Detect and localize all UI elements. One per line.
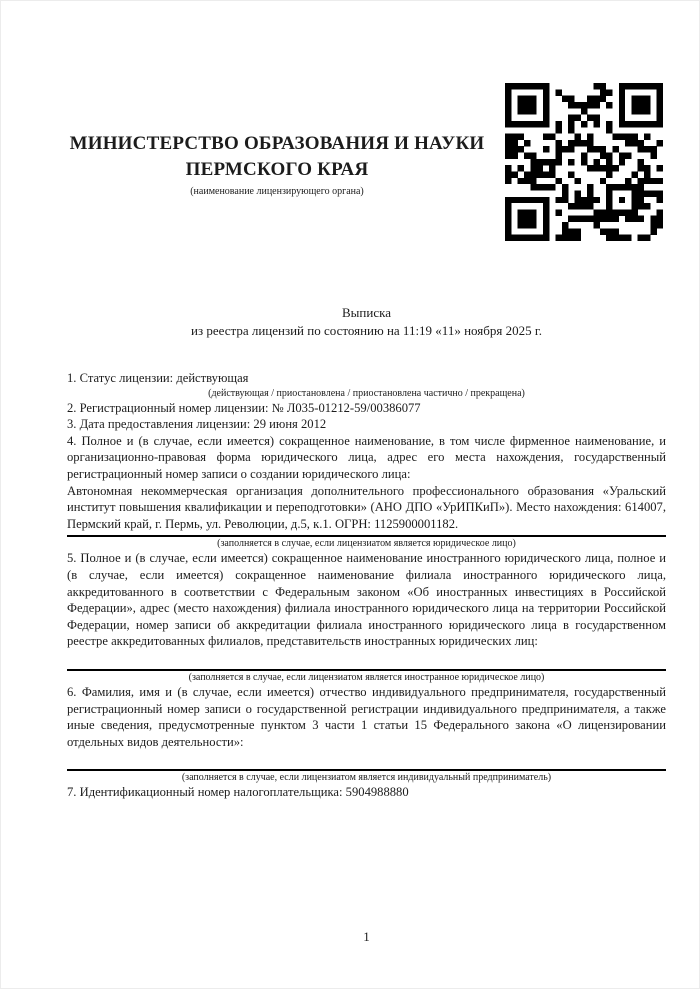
item-4-legal-entity-label: 4. Полное и (в случае, если имеется) сокращенное наименование, в том числе фирменное наименование, и организационно-правовая форма юридического лица, адрес его места нахождения, государственный регистрационный номер записи о создании юридического лица:	[67, 433, 666, 481]
item-6-individual-label: 6. Фамилия, имя и (в случае, если имеется) отчество индивидуального предпринимателя, государственный регистрационный номер записи о государственной регистрации индивидуального предпринимателя, а также иные сведения, предусмотренные пунктом 3 части 1 статьи 15 Федерального закона «О лицензировании отдельных видов деятельности»:	[67, 684, 666, 749]
document-title	[67, 304, 666, 339]
document-body	[67, 370, 666, 801]
item-6-caption: (заполняется в случае, если лицензиатом является индивидуальный предприниматель)	[181, 772, 552, 784]
item-3-grant-date: 3. Дата предоставления лицензии: 29 июня 2012	[67, 417, 327, 432]
item-7-inn: 7. Идентификационный номер налогоплательщика: 5904988880	[67, 785, 409, 800]
title-line2: из реестра лицензий по состоянию на 11:19 «11» ноября 2025 г.	[191, 322, 542, 338]
item-2-reg-number: 2. Регистрационный номер лицензии: № Л035-01212-59/00386077	[67, 400, 421, 415]
page-number: 1	[363, 929, 370, 944]
item-5-caption: (заполняется в случае, если лицензиатом является иностранное юридическое лицо)	[188, 671, 545, 683]
ministry-name-line1: МИНИСТЕРСТВО ОБРАЗОВАНИЯ И НАУКИ	[69, 133, 485, 154]
item-4-legal-entity-value: Автономная некоммерческая организация дополнительного профессионального образования «Уральский институт повышения квалификации и переподготовки» (АНО ДПО «УрИПКиП»). Место нахождения: 614007, Пермский край, г. Пермь, ул. Революции, д.5, к.1. ОГРН: 1125900001182.	[67, 483, 666, 531]
title-line1: Выписка	[342, 305, 391, 320]
ministry-header	[67, 131, 487, 198]
item-1-caption: (действующая / приостановлена / приостановлена частично / прекращена)	[208, 387, 525, 399]
item-1-status: 1. Статус лицензии: действующая	[67, 371, 249, 385]
item-4-caption: (заполняется в случае, если лицензиатом является юридическое лицо)	[217, 538, 516, 550]
ministry-caption: (наименование лицензирующего органа)	[190, 186, 364, 197]
qr-code-icon	[505, 83, 663, 241]
item-5-foreign-entity-label: 5. Полное и (в случае, если имеется) сокращенное наименование иностранного юридического лица, полное и (в случае, если имеется) сокращенное наименование филиала иностранного юридического лица, аккредитованного в соответствии с Федеральным законом «Об иностранных инвестициях в Российской Федерации», адрес (место нахождения) филиала иностранного юридического лица на территории Российской Федерации, номер записи об аккредитации филиала иностранного юридического лица в государственном реестре аккредитованных филиалов, представительств иностранных юридических лиц:	[67, 551, 666, 649]
ministry-name-line2: ПЕРМСКОГО КРАЯ	[185, 159, 369, 180]
